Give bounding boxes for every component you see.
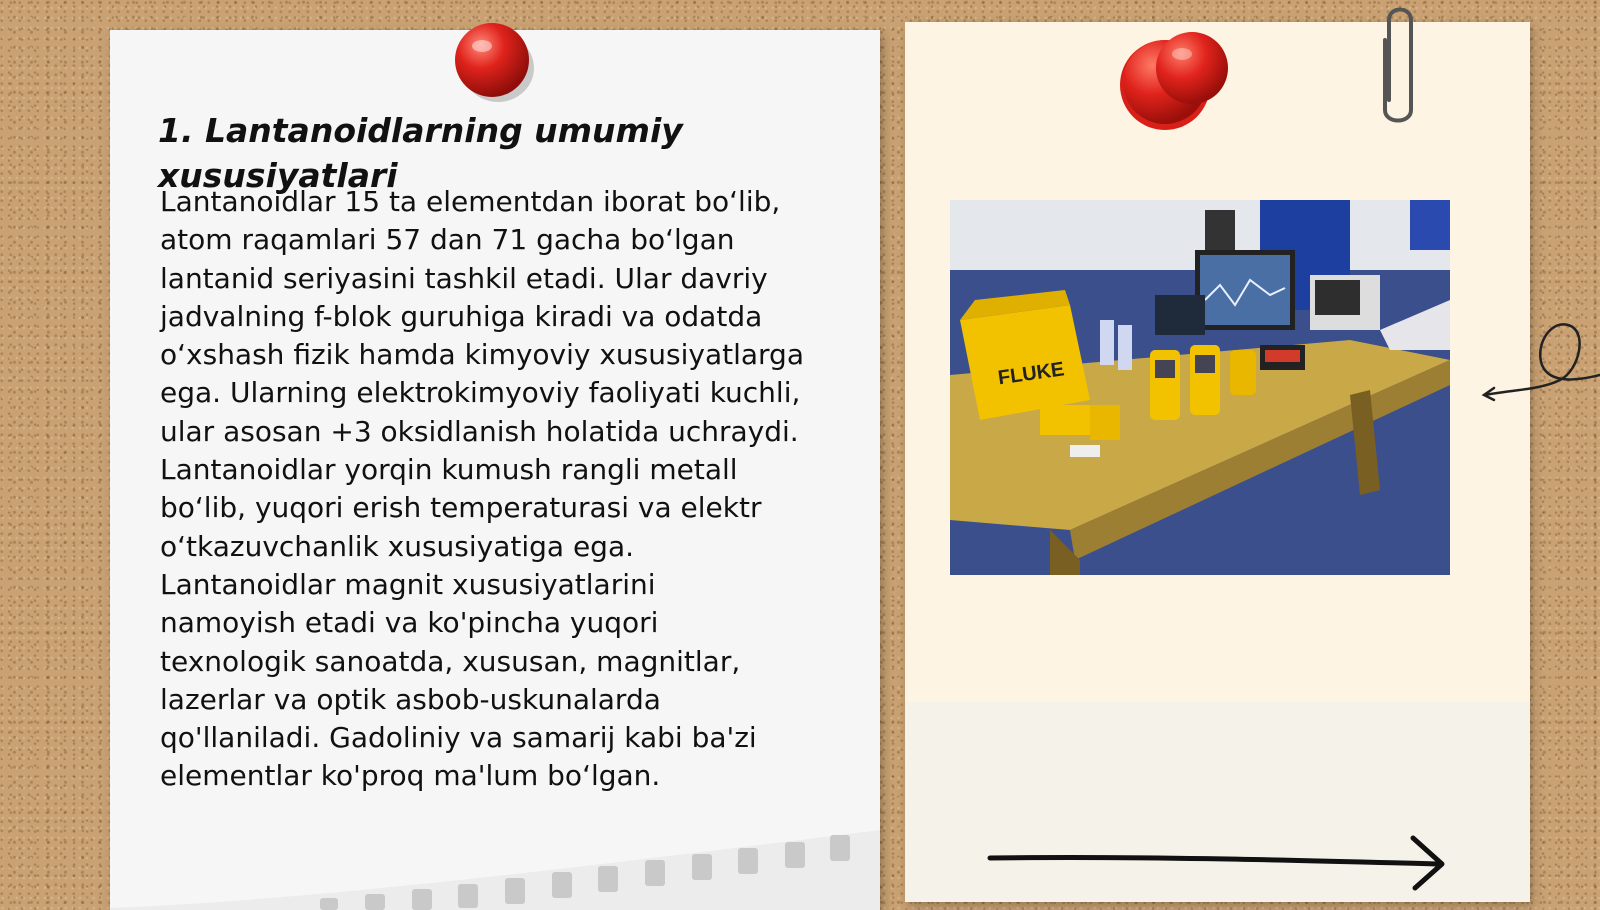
arrow-right-icon <box>985 832 1450 892</box>
text-note-card <box>110 30 880 910</box>
slide-title: 1. Lantanoidlarning umumiy xususiyatlari <box>158 111 683 195</box>
slide-body-text: Lantanoidlar 15 ta elementdan iborat bo‘lib, atom raqamlari 57 dan 71 gacha bo‘lgan lantanid seriyasini tashkil etadi. Ular davriy jadvalning f-blok guruhiga kiradi va odatda o‘xshash fizik hamda kimyoviy xususiyatlarga ega. Ularning elektrokimyoviy faoliyati kuchli, ular asosan +3 oksidlanish holatida uchraydi. Lantanoidlar yorqin kumush rangli metall bo‘lib, yuqori erish temperaturasi va elektr o‘tkazuvchanlik xususiyatiga ega. Lantanoidlar magnit xususiyatlarini namoyish etadi va ko'pincha yuqori texnologik sanoatda, xususan, magnitlar, lazerlar va optik asbob-uskunalarda qo'llaniladi. Gadoliniy va samarij kabi ba'zi elementlar ko'proq ma'lum bo‘lgan. <box>160 185 804 793</box>
loop-arrow-doodle-icon <box>1480 310 1600 410</box>
paper-clip-icon <box>1375 0 1425 125</box>
lab-equipment-photo <box>950 200 1450 575</box>
push-pin-icon <box>452 20 536 104</box>
push-pin-icon <box>1120 30 1240 135</box>
fluke-brand-label: FLUKE <box>996 358 1066 390</box>
torn-paper-edge <box>110 790 880 910</box>
